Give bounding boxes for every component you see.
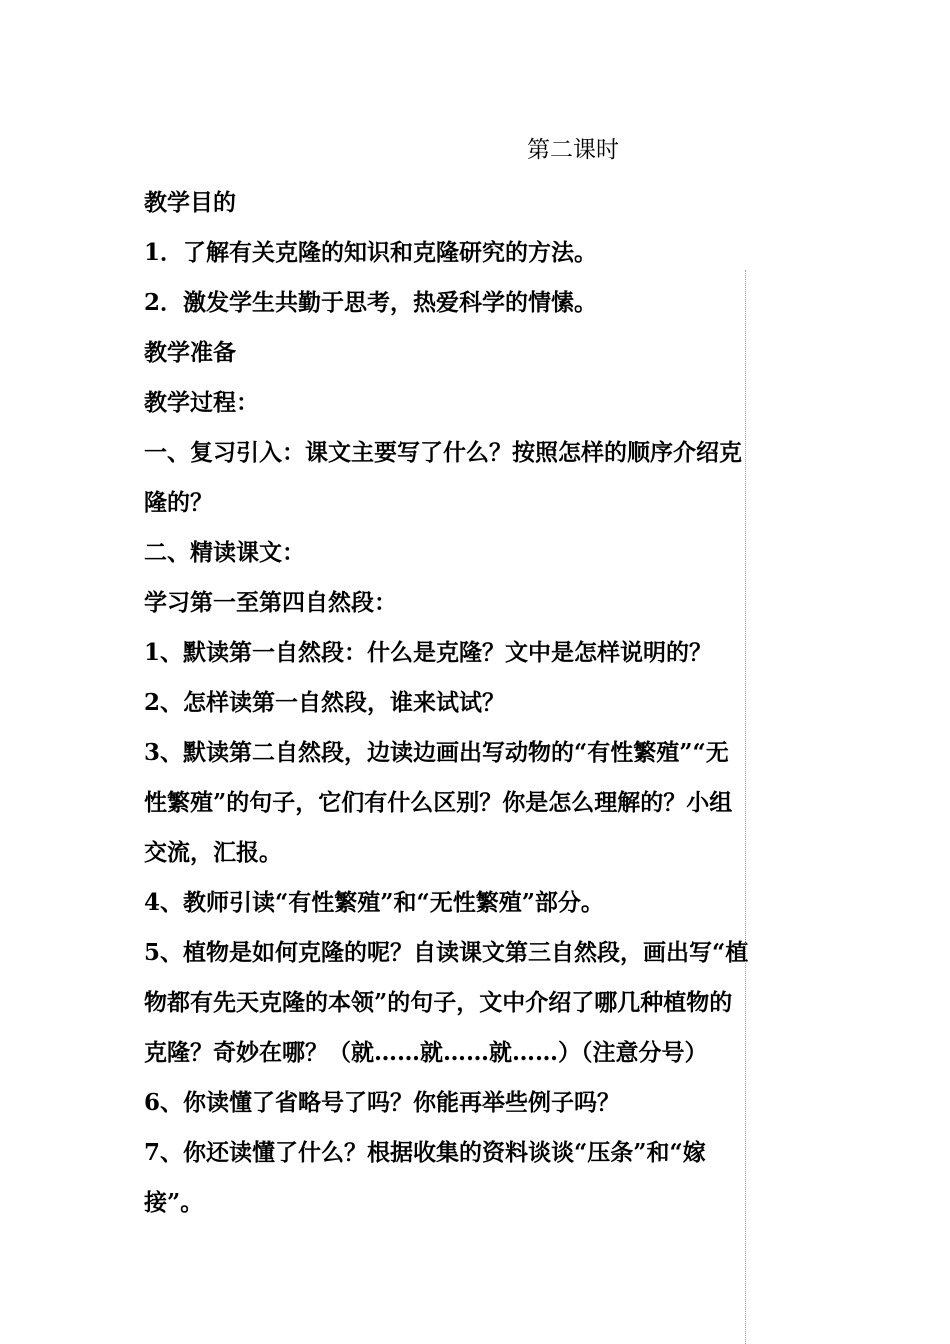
question-item-5-line-1: 5、植物是如何克隆的呢？自读课文第三自然段，画出写“植 [144,939,749,966]
section-heading-process: 教学过程： [144,389,259,416]
step-review-line-1: 一、复习引入：课文主要写了什么？按照怎样的顺序介绍克 [144,439,742,466]
margin-dotted-rule [745,270,746,1344]
objective-item-1: 1．了解有关克隆的知识和克隆研究的方法。 [144,239,598,266]
question-item-3-line-1: 3、默读第二自然段，边读边画出写动物的“有性繁殖”“无 [144,739,729,766]
page-title: 第二课时 [527,137,619,163]
question-item-3-line-3: 交流，汇报。 [144,839,282,866]
section-heading-preparation: 教学准备 [144,339,236,366]
question-item-4: 4、教师引读“有性繁殖”和“无性繁殖”部分。 [144,889,604,916]
section-heading-objectives: 教学目的 [144,189,236,216]
question-item-3-line-2: 性繁殖”的句子，它们有什么区别？你是怎么理解的？小组 [144,789,733,816]
objective-item-2: 2．激发学生共勤于思考，热爱科学的情愫。 [144,289,598,316]
question-item-5-line-2: 物都有先天克隆的本领”的句子，文中介绍了哪几种植物的 [144,989,733,1016]
lesson-plan-body [144,178,812,1228]
subsection-paragraphs-1-4: 学习第一至第四自然段： [144,589,397,616]
question-item-7-line-2: 接”。 [144,1189,204,1216]
question-item-2: 2、怎样读第一自然段，谁来试试？ [144,689,506,716]
question-item-6: 6、你读懂了省略号了吗？你能再举些例子吗？ [144,1089,621,1116]
step-close-reading: 二、精读课文： [144,539,305,566]
question-item-7-line-1: 7、你还读懂了什么？根据收集的资料谈谈“压条”和“嫁 [144,1139,706,1166]
question-item-5-line-3: 克隆？奇妙在哪？（就……就……就……）（注意分号） [144,1039,708,1066]
step-review-line-2: 隆的？ [144,489,213,516]
question-item-1: 1、默读第一自然段：什么是克隆？文中是怎样说明的？ [144,639,713,666]
